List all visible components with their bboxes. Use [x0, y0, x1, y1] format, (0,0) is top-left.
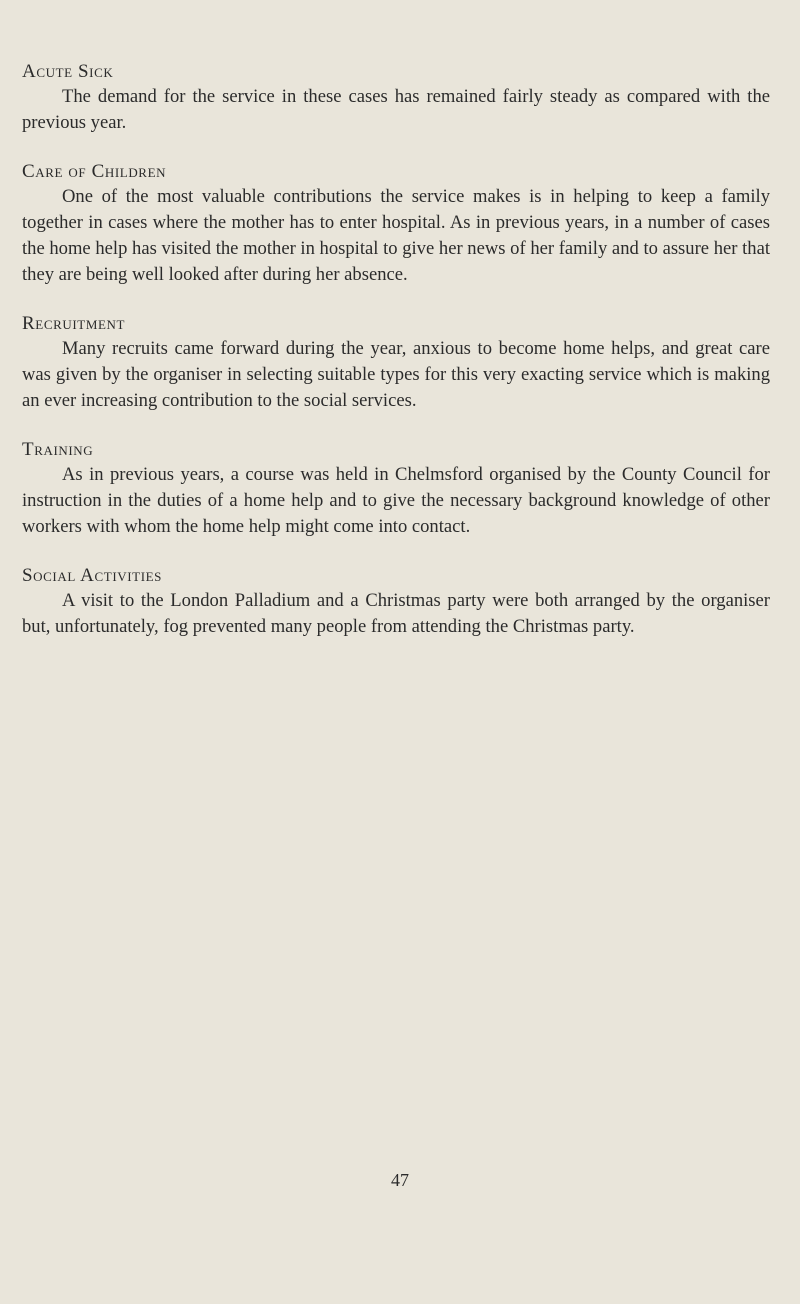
section-recruitment [22, 312, 770, 414]
section-acute-sick [22, 60, 770, 136]
section-body: A visit to the London Palladium and a Christmas party were both arranged by the organiser but, unfortunately, fog prevented many people from attending the Christmas party. [22, 590, 770, 637]
section-body: As in previous years, a course was held in Chelmsford organised by the County Council for instruction in the duties of a home help and to give the necessary background knowledge of other workers with whom the home help might come into contact. [22, 464, 770, 537]
section-social-activities [22, 564, 770, 640]
section-body: One of the most valuable contributions the service makes is in helping to keep a family together in cases where the mother has to enter hospital. As in previous years, in a number of cases the home help has visited the mother in hospital to give her news of her family and to assure her that they are being well looked after during her absence. [22, 186, 770, 285]
section-heading: Acute Sick [22, 61, 114, 82]
section-training [22, 438, 770, 540]
section-body: The demand for the service in these cases has remained fairly steady as compared with the previous year. [22, 86, 770, 133]
section-heading: Care of Children [22, 161, 167, 182]
section-body: Many recruits came forward during the year, anxious to become home helps, and great care was given by the organiser in selecting suitable types for this very exacting service which is making an ever increasing contribution to the social services. [22, 338, 770, 411]
section-heading: Training [22, 439, 94, 460]
document-page [22, 60, 770, 640]
section-heading: Social Activities [22, 565, 163, 586]
section-care-of-children [22, 160, 770, 288]
section-heading: Recruitment [22, 313, 126, 334]
page-number: 47 [391, 1170, 409, 1190]
